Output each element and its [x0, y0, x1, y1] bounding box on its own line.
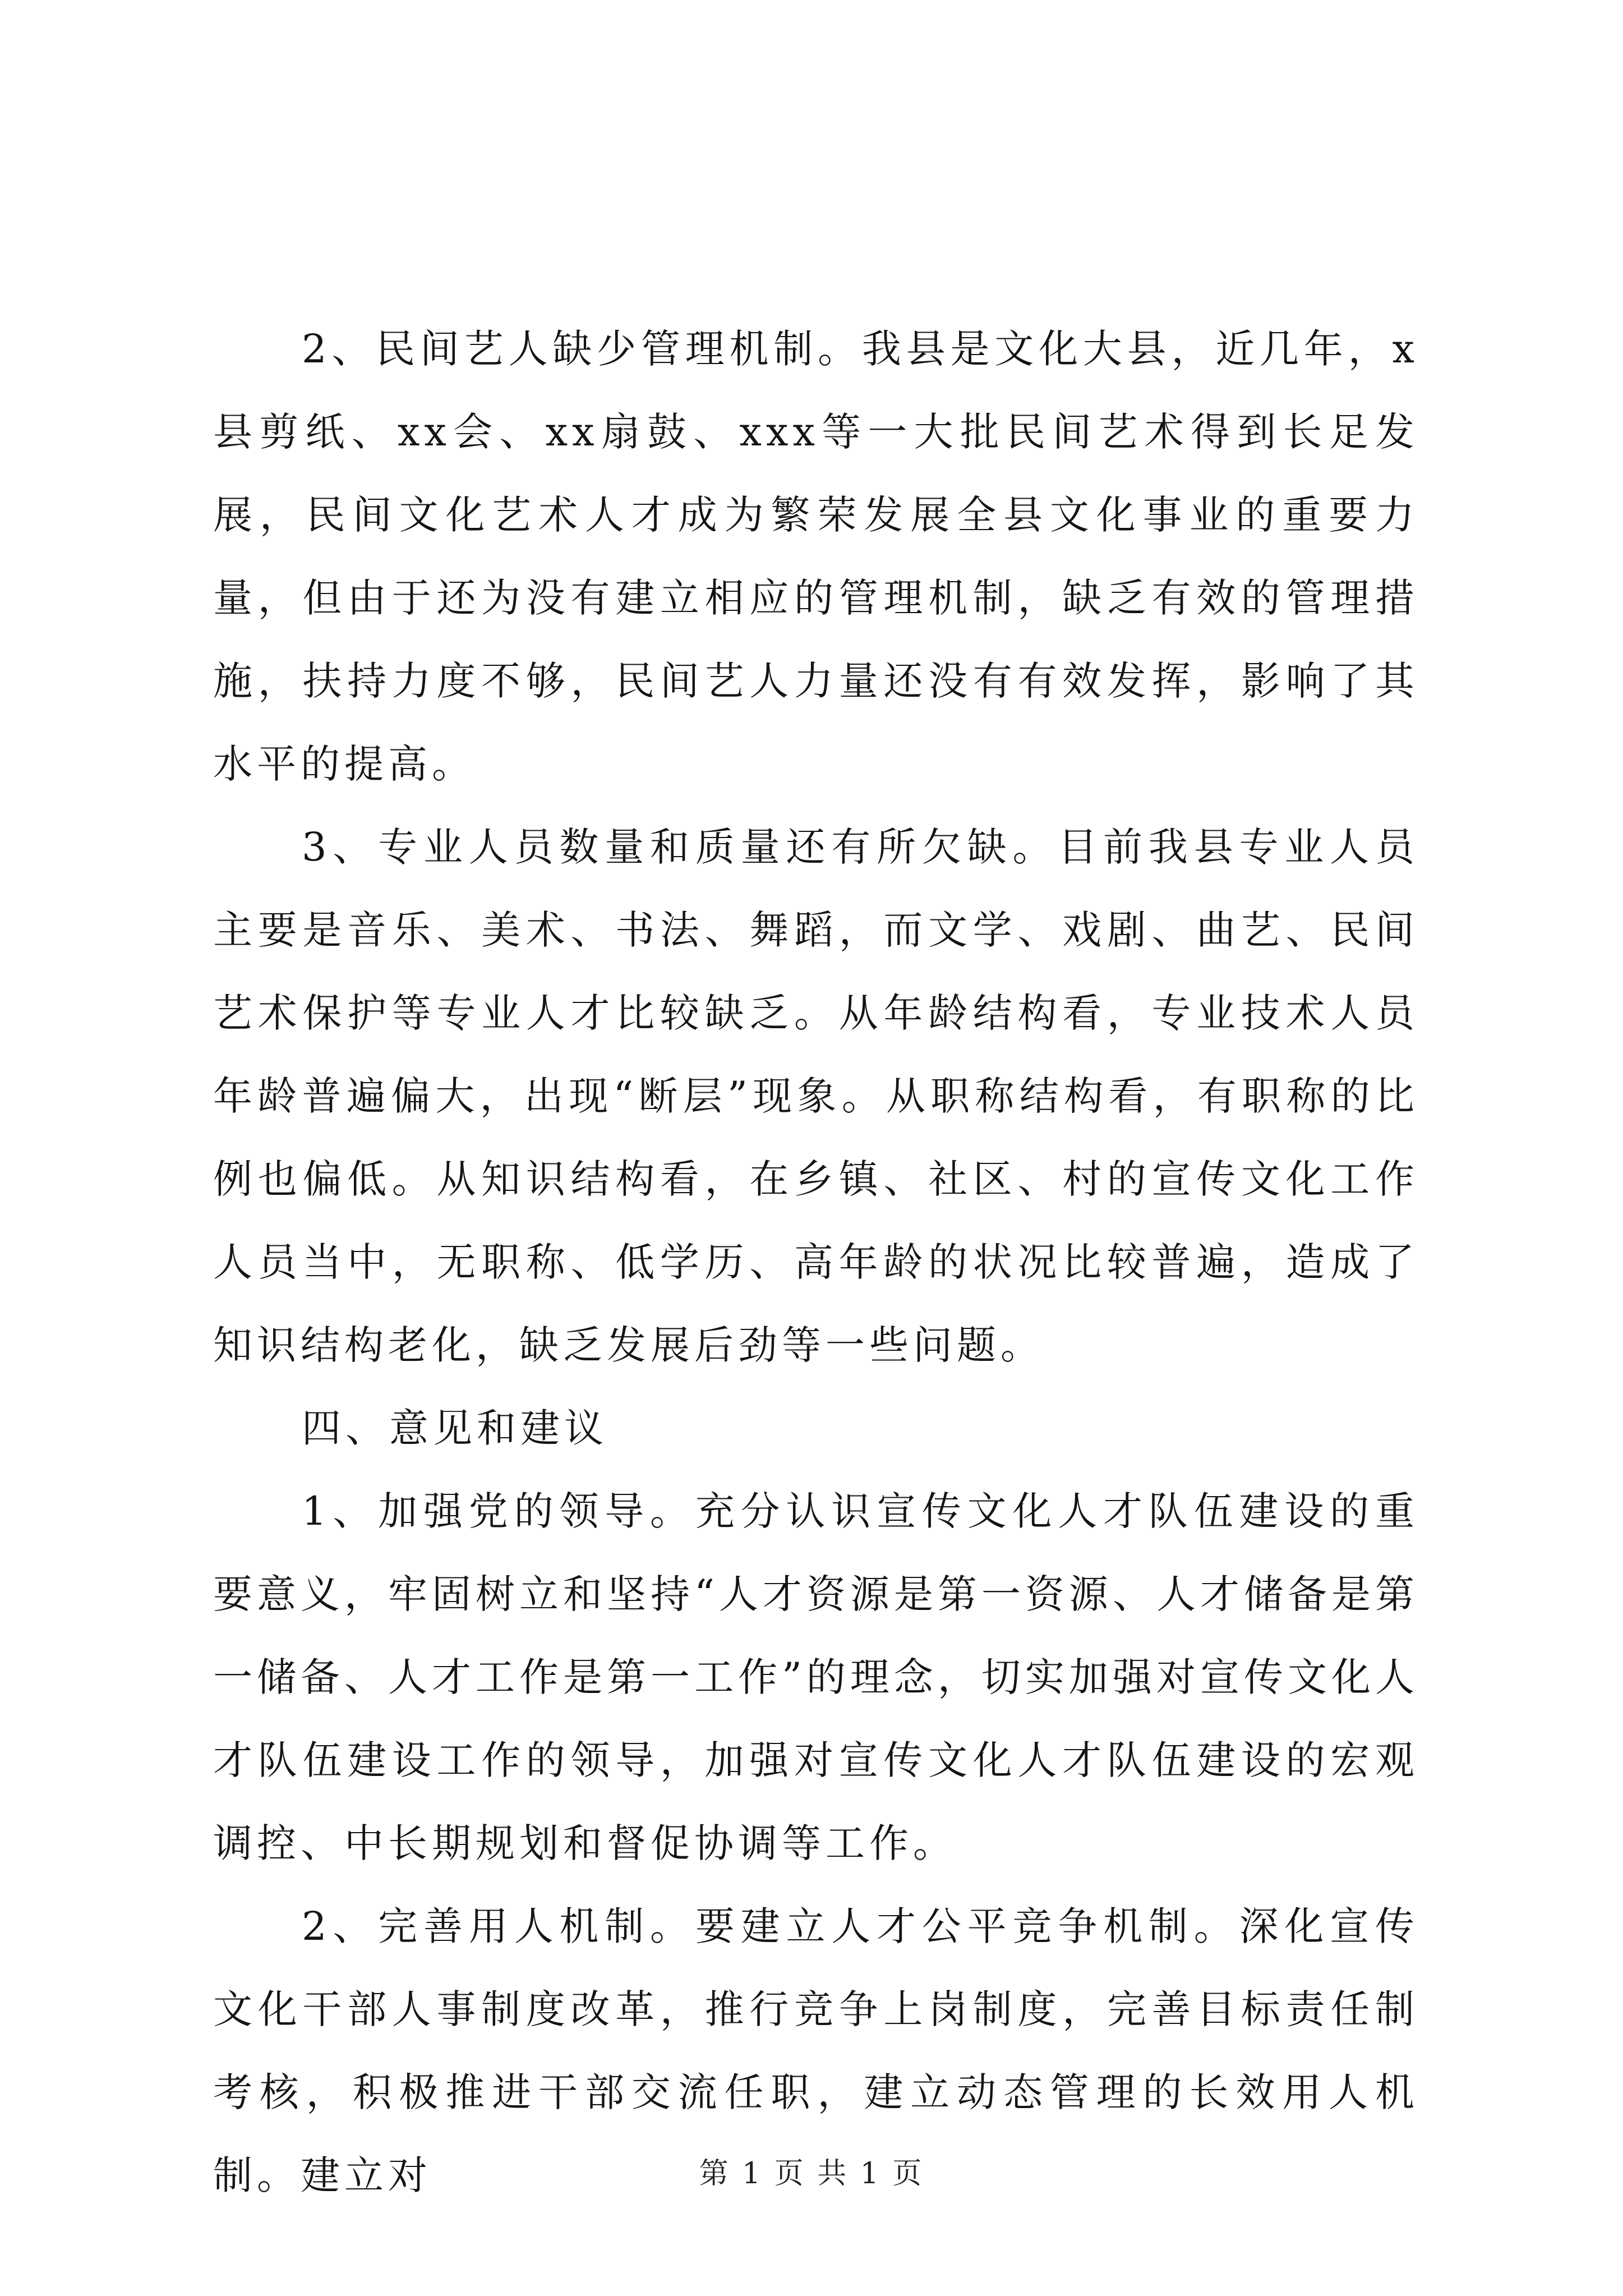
page-number-footer: 第 1 页 共 1 页: [699, 2157, 924, 2191]
document-body: [213, 307, 1419, 2217]
paragraph-employment-mechanism: 2、完善用人机制。要建立人才公平竞争机制。深化宣传文化干部人事制度改革，推行竞争上岗制度，完善目标责任制考核，积极推进干部交流任职，建立动态管理的长效用人机制。建立对: [213, 1903, 1419, 2198]
paragraph-party-leadership: 1、加强党的领导。充分认识宣传文化人才队伍建设的重要意义，牢固树立和坚持“人才资源是第一资源、人才储备是第一储备、人才工作是第一工作”的理念，切实加强对宣传文化人才队伍建设工作的领导，加强对宣传文化人才队伍建设的宏观调控、中长期规划和督促协调等工作。: [213, 1488, 1419, 1866]
paragraph-folk-artists: 2、民间艺人缺少管理机制。我县是文化大县，近几年，x县剪纸、xx会、xx扇鼓、xxx等一大批民间艺术得到长足发展，民间文化艺术人才成为繁荣发展全县文化事业的重要力量，但由于还为没有建立相应的管理机制，缺乏有效的管理措施，扶持力度不够，民间艺人力量还没有有效发挥，影响了其水平的提高。: [213, 326, 1419, 787]
paragraph-professional-staff: 3、专业人员数量和质量还有所欠缺。目前我县专业人员主要是音乐、美术、书法、舞蹈，而文学、戏剧、曲艺、民间艺术保护等专业人才比较缺乏。从年龄结构看，专业技术人员年龄普遍偏大，出现“断层”现象。从职称结构看，有职称的比例也偏低。从知识结构看，在乡镇、社区、村的宣传文化工作人员当中，无职称、低学历、高年龄的状况比较普遍，造成了知识结构老化，缺乏发展后劲等一些问题。: [213, 824, 1419, 1368]
section-heading-suggestions: 四、意见和建议: [302, 1405, 608, 1451]
